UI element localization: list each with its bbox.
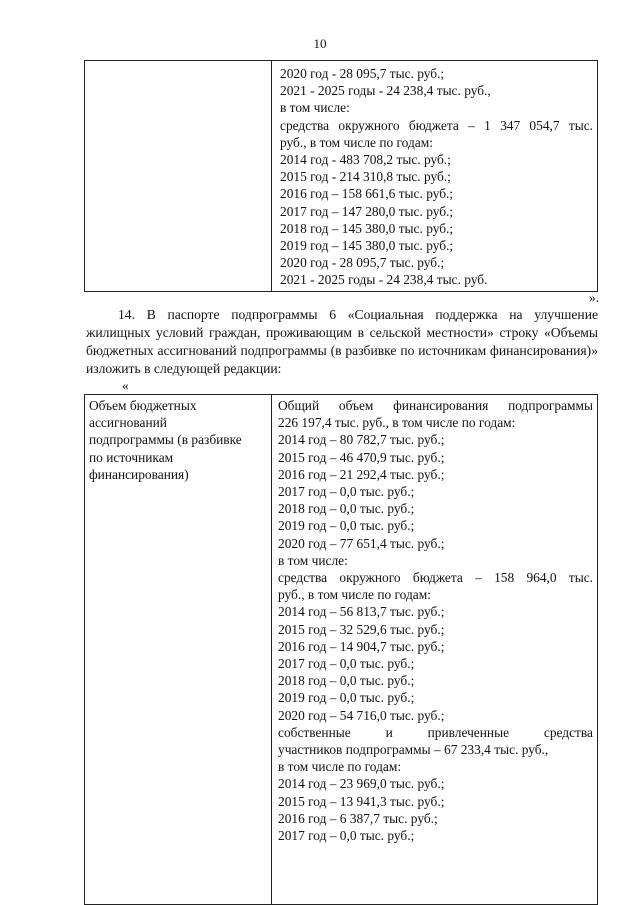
budget-values-line: руб., в том числе по годам:: [278, 587, 431, 603]
top-table-line: 2020 год - 28 095,7 тыс. руб.;: [280, 66, 445, 81]
top-table-line: 2019 год – 145 380,0 тыс. руб.;: [280, 238, 454, 254]
budget-values-line: 2018 год – 0,0 тыс. руб.;: [278, 673, 415, 689]
budget-values-line: 2014 год – 23 969,0 тыс. руб.;: [278, 776, 445, 792]
budget-values-line: 2014 год – 80 782,7 тыс. руб.;: [278, 432, 445, 448]
top-table-line: 2017 год – 147 280,0 тыс. руб.;: [280, 203, 454, 219]
budget-values-line: 2020 год – 77 651,4 тыс. руб.;: [278, 535, 445, 551]
top-table-line: руб., в том числе по годам:: [280, 134, 433, 150]
budget-values-line: 2015 год – 13 941,3 тыс. руб.;: [278, 793, 445, 809]
budget-values-line: 2020 год – 54 716,0 тыс. руб.;: [278, 707, 445, 723]
top-table-line: 2021 - 2025 годы - 24 238,4 тыс. руб.,: [280, 83, 491, 99]
budget-label-line: подпрограммы (в разбивке: [89, 432, 242, 448]
top-table-line: средства окружного бюджета – 1 347 054,7 тыс.: [280, 117, 593, 133]
top-table-left-cell: [84, 60, 272, 292]
top-table-line: 2016 год – 158 661,6 тыс. руб.;: [280, 186, 454, 202]
budget-label-line: ассигнований: [89, 415, 167, 431]
top-table-right-cell: [271, 60, 598, 292]
budget-values-line: 226 197,4 тыс. руб., в том числе по годам:: [278, 415, 516, 431]
budget-values-line: 2017 год – 0,0 тыс. руб.;: [278, 656, 415, 672]
budget-values-line: 2014 год – 56 813,7 тыс. руб.;: [278, 604, 445, 620]
budget-values-line: в том числе по годам:: [278, 759, 402, 775]
amendment-paragraph: [86, 306, 598, 378]
top-table-line: 2021 - 2025 годы - 24 238,4 тыс. руб.: [280, 272, 488, 288]
budget-values-line: 2017 год – 0,0 тыс. руб.;: [278, 484, 415, 500]
budget-values-line: 2019 год – 0,0 тыс. руб.;: [278, 690, 415, 706]
budget-values-line: Общий объем финансирования подпрограммы: [278, 398, 593, 413]
budget-label-cell: [84, 394, 272, 905]
opening-quote: «: [122, 378, 129, 393]
top-table-line: в том числе:: [280, 100, 350, 116]
budget-label-line: по источникам: [89, 449, 174, 465]
paragraph-text: 14. В паспорте подпрограммы 6 «Социальная поддержка на улучшение жилищных условий граждан, проживающим в сельской местности» строку «Объемы бюджетных ассигнований подпрограммы (в разбивке по источникам финансирования)» изложить в следующей редакции:: [86, 307, 598, 376]
top-table-line: 2018 год – 145 380,0 тыс. руб.;: [280, 220, 454, 236]
budget-values-line: 2018 год – 0,0 тыс. руб.;: [278, 501, 415, 517]
top-table-line: 2015 год - 214 310,8 тыс. руб.;: [280, 169, 451, 185]
top-table-line: 2014 год - 483 708,2 тыс. руб.;: [280, 152, 451, 168]
budget-values-line: 2016 год – 6 387,7 тыс. руб.;: [278, 810, 438, 826]
budget-values-line: участников подпрограммы – 67 233,4 тыс. руб.,: [278, 742, 549, 758]
closing-quote: ».: [589, 290, 600, 305]
budget-values-cell: [271, 394, 598, 905]
budget-values-line: 2016 год – 14 904,7 тыс. руб.;: [278, 638, 445, 654]
budget-label-line: финансирования): [89, 466, 189, 482]
budget-values-line: собственные и привлеченные средства: [278, 724, 593, 740]
budget-values-line: 2015 год – 46 470,9 тыс. руб.;: [278, 449, 445, 465]
budget-values-line: 2019 год – 0,0 тыс. руб.;: [278, 518, 415, 534]
budget-values-line: средства окружного бюджета – 158 964,0 тыс.: [278, 570, 593, 586]
top-table-line: 2020 год - 28 095,7 тыс. руб.;: [280, 255, 445, 271]
budget-values-line: 2017 год – 0,0 тыс. руб.;: [278, 828, 415, 844]
page-number: 10: [313, 36, 327, 51]
budget-label-line: Объем бюджетных: [89, 398, 197, 413]
budget-values-line: в том числе:: [278, 552, 348, 568]
budget-values-line: 2015 год – 32 529,6 тыс. руб.;: [278, 621, 445, 637]
budget-values-line: 2016 год – 21 292,4 тыс. руб.;: [278, 466, 445, 482]
